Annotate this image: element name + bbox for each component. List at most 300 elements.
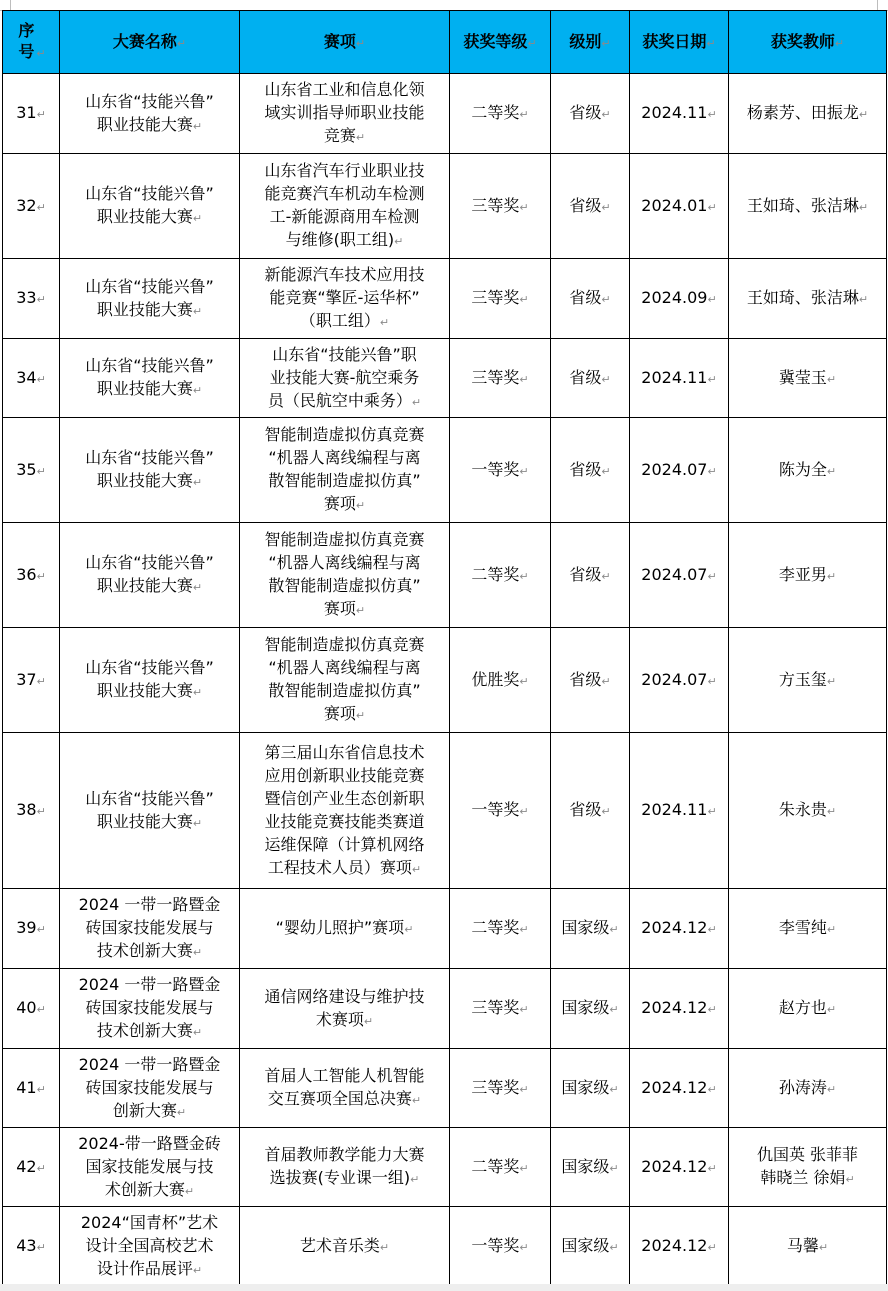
date-cell-text: 2024.12 xyxy=(641,1156,708,1176)
event-cell-line: 应用创新职业技能竞赛 xyxy=(264,765,425,785)
paragraph-mark xyxy=(193,946,202,959)
seq-cell-text: 36 xyxy=(16,564,37,584)
header-event-text: 赛项 xyxy=(323,31,356,51)
header-contest xyxy=(60,11,240,74)
paragraph-mark xyxy=(193,686,202,699)
event-cell-line: 工程技术人员）赛项 xyxy=(267,857,412,877)
event-cell-line: 业技能竞赛技能类赛道 xyxy=(264,811,425,831)
paragraph-mark xyxy=(707,201,716,214)
paragraph-mark xyxy=(519,805,528,818)
table-row xyxy=(3,1128,887,1207)
contest-cell-line: 山东省“技能兴鲁” xyxy=(85,553,214,572)
event-cell-line: 赛项 xyxy=(323,704,356,723)
paragraph-mark xyxy=(394,235,403,248)
paragraph-mark xyxy=(412,1094,421,1107)
award-cell-text: 二等奖 xyxy=(471,918,520,937)
award-cell xyxy=(450,339,551,418)
paragraph-mark xyxy=(37,675,46,688)
event-cell xyxy=(240,1049,450,1128)
contest-cell-line: 砖国家技能发展与 xyxy=(85,918,214,937)
paragraph-mark xyxy=(519,201,528,214)
date-cell xyxy=(630,969,729,1049)
date-cell xyxy=(630,154,729,259)
event-cell-line: 竞赛 xyxy=(323,126,356,145)
date-cell xyxy=(630,733,729,889)
date-cell-text: 2024.07 xyxy=(641,564,708,584)
contest-cell-line: 2024-带一路暨金砖 xyxy=(78,1133,221,1153)
table-row xyxy=(3,1049,887,1128)
seq-cell-text: 41 xyxy=(16,1077,37,1097)
tier-cell xyxy=(551,1049,630,1128)
paragraph-mark xyxy=(827,1083,836,1096)
event-cell xyxy=(240,523,450,628)
event-cell-line: 交互赛项全国总决赛 xyxy=(267,1089,412,1108)
teacher-cell-line: 仇国英 张菲菲 xyxy=(756,1145,859,1164)
tier-cell-text: 省级 xyxy=(569,288,602,307)
contest-cell-line: 山东省“技能兴鲁” xyxy=(85,276,214,296)
paragraph-mark xyxy=(707,805,716,818)
contest-cell-line: 职业技能大赛 xyxy=(96,576,193,595)
header-date xyxy=(630,11,729,74)
contest-cell xyxy=(60,259,240,339)
event-cell-line: 艺术音乐类 xyxy=(299,1236,380,1255)
paragraph-mark xyxy=(185,1185,194,1198)
award-cell xyxy=(450,523,551,628)
header-tier xyxy=(551,11,630,74)
contest-cell xyxy=(60,74,240,154)
seq-cell xyxy=(3,1207,60,1287)
tier-cell-text: 国家级 xyxy=(561,1236,610,1255)
seq-cell xyxy=(3,523,60,628)
tier-cell xyxy=(551,154,630,259)
tier-cell-text: 省级 xyxy=(569,195,602,215)
paragraph-mark xyxy=(707,570,716,583)
header-event xyxy=(240,11,450,74)
header-award-level-text: 获奖等级 xyxy=(463,31,528,51)
seq-cell-text: 31 xyxy=(16,103,37,122)
seq-cell xyxy=(3,259,60,339)
teacher-cell xyxy=(729,74,887,154)
event-cell-line: 第三届山东省信息技术 xyxy=(264,742,425,762)
contest-cell xyxy=(60,733,240,889)
contest-cell xyxy=(60,889,240,969)
date-cell-text: 2024.11 xyxy=(641,367,708,387)
event-cell xyxy=(240,154,450,259)
paragraph-mark xyxy=(193,305,202,318)
table-row xyxy=(3,154,887,259)
paragraph-mark xyxy=(827,570,836,583)
date-cell-text: 2024.07 xyxy=(641,459,708,479)
table-row xyxy=(3,1207,887,1287)
tier-cell xyxy=(551,259,630,339)
contest-cell xyxy=(60,628,240,733)
award-cell-text: 三等奖 xyxy=(471,195,520,215)
paragraph-mark xyxy=(827,1003,836,1016)
table-row xyxy=(3,259,887,339)
paragraph-mark xyxy=(859,201,868,214)
event-cell xyxy=(240,969,450,1049)
paragraph-mark xyxy=(519,108,528,121)
paragraph-mark xyxy=(707,1241,716,1254)
paragraph-mark xyxy=(37,465,46,478)
teacher-cell-line: 韩晓兰 徐娟 xyxy=(760,1168,846,1187)
paragraph-mark xyxy=(193,212,202,225)
paragraph-mark xyxy=(601,570,610,583)
event-cell-line: 工-新能源商用车检测 xyxy=(269,207,420,226)
paragraph-mark xyxy=(859,293,868,306)
paragraph-mark xyxy=(193,817,202,830)
teacher-cell-line: 陈为全 xyxy=(778,459,827,479)
event-cell xyxy=(240,628,450,733)
paragraph-mark xyxy=(827,373,836,386)
seq-cell-text: 34 xyxy=(16,367,37,387)
event-cell-line: 山东省工业和信息化领 xyxy=(264,80,425,99)
teacher-cell xyxy=(729,154,887,259)
contest-cell-line: 国家技能发展与技 xyxy=(85,1156,214,1176)
header-teacher-text: 获奖教师 xyxy=(770,31,835,51)
date-cell xyxy=(630,628,729,733)
event-cell xyxy=(240,889,450,969)
event-cell xyxy=(240,1128,450,1207)
tier-cell-text: 国家级 xyxy=(561,998,610,1017)
award-cell-text: 一等奖 xyxy=(471,459,520,479)
paragraph-mark xyxy=(380,1241,389,1254)
award-cell-text: 一等奖 xyxy=(471,1236,520,1255)
paragraph-mark xyxy=(37,293,46,306)
tier-cell xyxy=(551,889,630,969)
event-cell-line: 智能制造虚拟仿真竞赛 xyxy=(264,530,425,549)
award-cell xyxy=(450,74,551,154)
award-cell-text: 一等奖 xyxy=(471,800,520,819)
paragraph-mark xyxy=(356,604,365,617)
paragraph-mark xyxy=(527,37,536,50)
paragraph-mark xyxy=(37,1241,46,1254)
event-cell-line: 赛项 xyxy=(323,599,356,618)
paragraph-mark xyxy=(601,675,610,688)
seq-cell xyxy=(3,733,60,889)
seq-cell xyxy=(3,418,60,523)
paragraph-mark xyxy=(707,1083,716,1096)
event-cell-line: （职工组） xyxy=(299,311,380,330)
paragraph-mark xyxy=(404,923,413,936)
paragraph-mark xyxy=(193,581,202,594)
tier-cell-text: 省级 xyxy=(569,367,602,387)
paragraph-mark xyxy=(519,675,528,688)
award-cell-text: 三等奖 xyxy=(471,1077,520,1097)
teacher-cell xyxy=(729,1207,887,1287)
date-cell xyxy=(630,259,729,339)
teacher-cell-line: 王如琦、张洁琳 xyxy=(746,195,859,215)
paragraph-mark xyxy=(193,384,202,397)
contest-cell-line: 山东省“技能兴鲁” xyxy=(85,788,214,808)
contest-cell xyxy=(60,154,240,259)
contest-cell-line: 山东省“技能兴鲁” xyxy=(85,448,214,467)
table-row xyxy=(3,733,887,889)
teacher-cell xyxy=(729,259,887,339)
date-cell-text: 2024.01 xyxy=(641,195,708,215)
tier-cell xyxy=(551,628,630,733)
contest-cell-line: 2024 一带一路暨金 xyxy=(78,895,221,914)
tier-cell xyxy=(551,523,630,628)
award-cell-text: 三等奖 xyxy=(471,367,520,387)
header-row xyxy=(3,11,887,74)
seq-cell xyxy=(3,74,60,154)
paragraph-mark xyxy=(707,1003,716,1016)
paragraph-mark xyxy=(412,863,421,876)
paragraph-mark xyxy=(601,465,610,478)
paragraph-mark xyxy=(36,47,45,60)
header-award-level xyxy=(450,11,551,74)
paragraph-mark xyxy=(706,37,715,50)
event-cell-line: 散智能制造虚拟仿真” xyxy=(268,576,421,595)
paragraph-mark xyxy=(707,108,716,121)
seq-cell-text: 35 xyxy=(16,459,37,479)
tier-cell-text: 省级 xyxy=(569,800,602,819)
seq-cell-text: 32 xyxy=(16,195,37,215)
paragraph-mark xyxy=(37,923,46,936)
award-cell xyxy=(450,1049,551,1128)
date-cell xyxy=(630,523,729,628)
paragraph-mark xyxy=(193,1026,202,1039)
date-cell-text: 2024.11 xyxy=(641,800,708,819)
paragraph-mark xyxy=(412,396,421,409)
event-cell xyxy=(240,339,450,418)
tier-cell xyxy=(551,74,630,154)
award-cell xyxy=(450,628,551,733)
seq-cell xyxy=(3,1128,60,1207)
contest-cell xyxy=(60,1049,240,1128)
table-row xyxy=(3,74,887,154)
header-seq xyxy=(3,11,60,74)
event-cell-line: 散智能制造虚拟仿真” xyxy=(268,471,421,490)
paragraph-mark xyxy=(37,201,46,214)
contest-cell xyxy=(60,523,240,628)
seq-cell-text: 37 xyxy=(16,669,37,689)
date-cell xyxy=(630,1207,729,1287)
teacher-cell-line: 李亚男 xyxy=(778,564,827,584)
paragraph-mark xyxy=(37,1003,46,1016)
contest-cell xyxy=(60,969,240,1049)
seq-cell xyxy=(3,969,60,1049)
tier-cell xyxy=(551,969,630,1049)
paragraph-mark xyxy=(519,465,528,478)
paragraph-mark xyxy=(609,1083,618,1096)
award-cell-text: 三等奖 xyxy=(471,288,520,307)
paragraph-mark xyxy=(193,120,202,133)
seq-cell xyxy=(3,1049,60,1128)
tier-cell-text: 国家级 xyxy=(561,1156,610,1176)
paragraph-mark xyxy=(519,1003,528,1016)
event-cell xyxy=(240,1207,450,1287)
paragraph-mark xyxy=(37,108,46,121)
paragraph-mark xyxy=(37,373,46,386)
event-cell-line: 员（民航空中乘务） xyxy=(267,390,412,410)
teacher-cell-line: 方玉玺 xyxy=(778,669,827,689)
teacher-cell xyxy=(729,1049,887,1128)
award-cell xyxy=(450,154,551,259)
paragraph-mark xyxy=(37,1162,46,1175)
event-cell xyxy=(240,418,450,523)
page-bottom-strip xyxy=(0,1284,888,1291)
paragraph-mark xyxy=(827,923,836,936)
tier-cell xyxy=(551,418,630,523)
award-cell xyxy=(450,969,551,1049)
paragraph-mark xyxy=(827,675,836,688)
contest-cell-line: 职业技能大赛 xyxy=(96,299,193,319)
award-cell-text: 优胜奖 xyxy=(471,669,520,689)
paragraph-mark xyxy=(37,1083,46,1096)
event-cell-line: 首届人工智能人机智能 xyxy=(264,1066,425,1085)
date-cell xyxy=(630,74,729,154)
award-cell-text: 二等奖 xyxy=(471,103,520,122)
teacher-cell-line: 赵方也 xyxy=(778,998,827,1017)
paragraph-mark xyxy=(827,805,836,818)
table-row xyxy=(3,523,887,628)
award-cell xyxy=(450,889,551,969)
event-cell xyxy=(240,259,450,339)
table-row xyxy=(3,889,887,969)
teacher-cell xyxy=(729,1128,887,1207)
teacher-cell-line: 王如琦、张洁琳 xyxy=(746,288,859,307)
paragraph-mark xyxy=(707,675,716,688)
event-cell-line: “机器人离线编程与离 xyxy=(268,553,421,572)
table-row xyxy=(3,339,887,418)
date-cell-text: 2024.12 xyxy=(641,918,708,937)
event-cell-line: 能竞赛“擎匠-运华杯” xyxy=(269,288,420,307)
date-cell xyxy=(630,418,729,523)
seq-cell xyxy=(3,339,60,418)
award-cell xyxy=(450,1128,551,1207)
tier-cell-text: 国家级 xyxy=(561,918,610,937)
paragraph-mark xyxy=(380,316,389,329)
paragraph-mark xyxy=(707,373,716,386)
event-cell-line: 运维保障（计算机网络 xyxy=(264,834,425,854)
paragraph-mark xyxy=(519,1083,528,1096)
event-cell-line: 通信网络建设与维护技 xyxy=(264,986,425,1006)
paragraph-mark xyxy=(37,805,46,818)
paragraph-mark xyxy=(356,499,365,512)
teacher-cell xyxy=(729,339,887,418)
event-cell-line: “机器人离线编程与离 xyxy=(268,658,421,677)
teacher-cell xyxy=(729,418,887,523)
paragraph-mark xyxy=(193,1264,202,1277)
event-cell-line: 能竞赛汽车机动车检测 xyxy=(264,184,425,203)
teacher-cell xyxy=(729,889,887,969)
seq-cell-text: 40 xyxy=(16,998,37,1017)
award-cell xyxy=(450,733,551,889)
contest-cell-line: 山东省“技能兴鲁” xyxy=(85,184,214,203)
award-cell-text: 二等奖 xyxy=(471,1156,520,1176)
teacher-cell-line: 孙涛涛 xyxy=(778,1077,827,1097)
paragraph-mark xyxy=(410,1173,419,1186)
paragraph-mark xyxy=(356,131,365,144)
table-row xyxy=(3,628,887,733)
award-cell xyxy=(450,259,551,339)
paragraph-mark xyxy=(601,805,610,818)
tier-cell xyxy=(551,1207,630,1287)
paragraph-mark xyxy=(356,37,365,50)
tier-cell-text: 省级 xyxy=(569,564,602,584)
date-cell-text: 2024.12 xyxy=(641,998,708,1017)
event-cell-line: 智能制造虚拟仿真竞赛 xyxy=(264,635,425,654)
date-cell-text: 2024.07 xyxy=(641,669,708,689)
event-cell-line: 散智能制造虚拟仿真” xyxy=(268,681,421,700)
contest-cell-line: 2024 一带一路暨金 xyxy=(78,1054,221,1074)
date-cell xyxy=(630,1128,729,1207)
tier-cell-text: 省级 xyxy=(569,669,602,689)
contest-cell-line: 设计全国高校艺术 xyxy=(85,1236,214,1255)
event-cell-line: 与维修(职工组) xyxy=(285,230,395,249)
seq-cell xyxy=(3,889,60,969)
date-cell-text: 2024.12 xyxy=(641,1236,708,1255)
event-cell-line: “机器人离线编程与离 xyxy=(268,448,421,467)
paragraph-mark xyxy=(519,1162,528,1175)
seq-cell-text: 38 xyxy=(16,800,37,819)
paragraph-mark xyxy=(859,108,868,121)
contest-cell-line: 职业技能大赛 xyxy=(96,471,193,490)
award-cell-text: 三等奖 xyxy=(471,998,520,1017)
paragraph-mark xyxy=(519,293,528,306)
tier-cell-text: 省级 xyxy=(569,103,602,122)
date-cell xyxy=(630,339,729,418)
teacher-cell xyxy=(729,969,887,1049)
paragraph-mark xyxy=(819,1241,828,1254)
contest-cell-line: 术创新大赛 xyxy=(104,1179,185,1199)
paragraph-mark xyxy=(845,1173,854,1186)
event-cell-line: 选拔赛(专业课一组) xyxy=(269,1168,411,1187)
header-contest-text: 大赛名称 xyxy=(112,31,177,51)
paragraph-mark xyxy=(835,37,844,50)
seq-cell xyxy=(3,154,60,259)
contest-cell-line: 技术创新大赛 xyxy=(96,1021,193,1040)
contest-cell xyxy=(60,1128,240,1207)
header-date-text: 获奖日期 xyxy=(642,31,707,51)
seq-cell-text: 42 xyxy=(16,1156,37,1176)
event-cell-line: 山东省汽车行业职业技 xyxy=(264,161,425,180)
event-cell-line: “婴幼儿照护”赛项 xyxy=(275,918,405,937)
tier-cell-text: 国家级 xyxy=(561,1077,610,1097)
paragraph-mark xyxy=(601,373,610,386)
paragraph-mark xyxy=(609,923,618,936)
contest-cell-line: 砖国家技能发展与 xyxy=(85,998,214,1017)
tier-cell-text: 省级 xyxy=(569,459,602,479)
paragraph-mark xyxy=(707,923,716,936)
paragraph-mark xyxy=(177,1106,186,1119)
seq-cell-text: 39 xyxy=(16,918,37,937)
contest-cell-line: 职业技能大赛 xyxy=(96,379,193,398)
tier-cell xyxy=(551,733,630,889)
header-tier-text: 级别 xyxy=(569,31,602,51)
teacher-cell-line: 马馨 xyxy=(786,1236,819,1255)
paragraph-mark xyxy=(609,1241,618,1254)
date-cell xyxy=(630,1049,729,1128)
paragraph-mark xyxy=(519,1241,528,1254)
paragraph-mark xyxy=(601,293,610,306)
paragraph-mark xyxy=(707,293,716,306)
paragraph-mark xyxy=(601,108,610,121)
event-cell-line: 新能源汽车技术应用技 xyxy=(264,265,425,284)
award-cell xyxy=(450,418,551,523)
paragraph-mark xyxy=(707,465,716,478)
event-cell-line: 智能制造虚拟仿真竞赛 xyxy=(264,425,425,444)
contest-cell-line: 山东省“技能兴鲁” xyxy=(85,658,214,677)
teacher-cell xyxy=(729,523,887,628)
award-cell xyxy=(450,1207,551,1287)
paragraph-mark xyxy=(519,570,528,583)
paragraph-mark xyxy=(609,1162,618,1175)
contest-cell-line: 设计作品展评 xyxy=(96,1259,193,1278)
date-cell-text: 2024.11 xyxy=(641,103,708,122)
